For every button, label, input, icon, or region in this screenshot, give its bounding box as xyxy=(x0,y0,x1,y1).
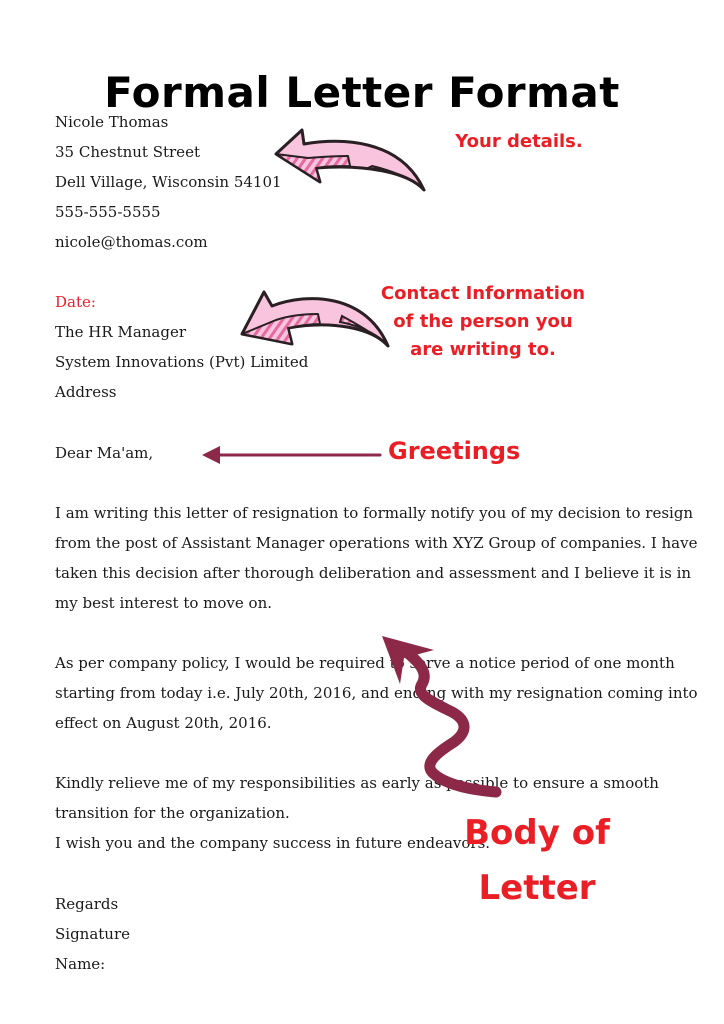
recipient-address: Address xyxy=(55,383,117,401)
page-title: Formal Letter Format xyxy=(104,68,620,117)
body-line: I am writing this letter of resignation to formally notify you of my decision to resign xyxy=(55,504,694,522)
curved-arrow-icon xyxy=(236,286,394,356)
body-line: my best interest to move on. xyxy=(55,594,273,612)
body-line: taken this decision after thorough deliberation and assessment and I believe it is in xyxy=(55,564,692,582)
recipient-company: System Innovations (Pvt) Limited xyxy=(55,353,309,371)
annotation-contact: Contact Information of the person you are writing to. xyxy=(380,283,586,360)
name-label: Name: xyxy=(55,955,106,973)
annotation-body: Body of Letter xyxy=(464,813,610,908)
salutation: Dear Ma'am, xyxy=(55,444,154,462)
closing: Regards xyxy=(55,895,119,913)
body-line: starting from today i.e. July 20th, 2016, and ending with my resignation coming into xyxy=(55,684,698,702)
sender-phone: 555-555-5555 xyxy=(55,203,161,221)
body-line: from the post of Assistant Manager operations with XYZ Group of companies. I have xyxy=(55,534,698,552)
body-line: transition for the organization. xyxy=(55,804,290,822)
date-label: Date: xyxy=(55,293,96,311)
annotation-details: Your details. xyxy=(455,131,583,152)
body-line: Kindly relieve me of my responsibilities as early as possible to ensure a smooth xyxy=(55,774,659,792)
sender-street: 35 Chestnut Street xyxy=(55,143,200,161)
body-line: effect on August 20th, 2016. xyxy=(55,714,272,732)
sender-name: Nicole Thomas xyxy=(55,113,169,131)
left-arrow-icon xyxy=(200,444,384,466)
squiggle-arrow-icon xyxy=(378,636,506,802)
signature-label: Signature xyxy=(55,925,131,943)
sender-city: Dell Village, Wisconsin 54101 xyxy=(55,173,282,191)
curved-arrow-icon xyxy=(268,124,432,198)
annotation-greetings: Greetings xyxy=(388,437,521,465)
body-line: As per company policy, I would be required to serve a notice period of one month xyxy=(55,654,675,672)
sender-email: nicole@thomas.com xyxy=(55,233,208,251)
recipient-title: The HR Manager xyxy=(55,323,187,341)
body-line: I wish you and the company success in future endeavors. xyxy=(55,834,491,852)
